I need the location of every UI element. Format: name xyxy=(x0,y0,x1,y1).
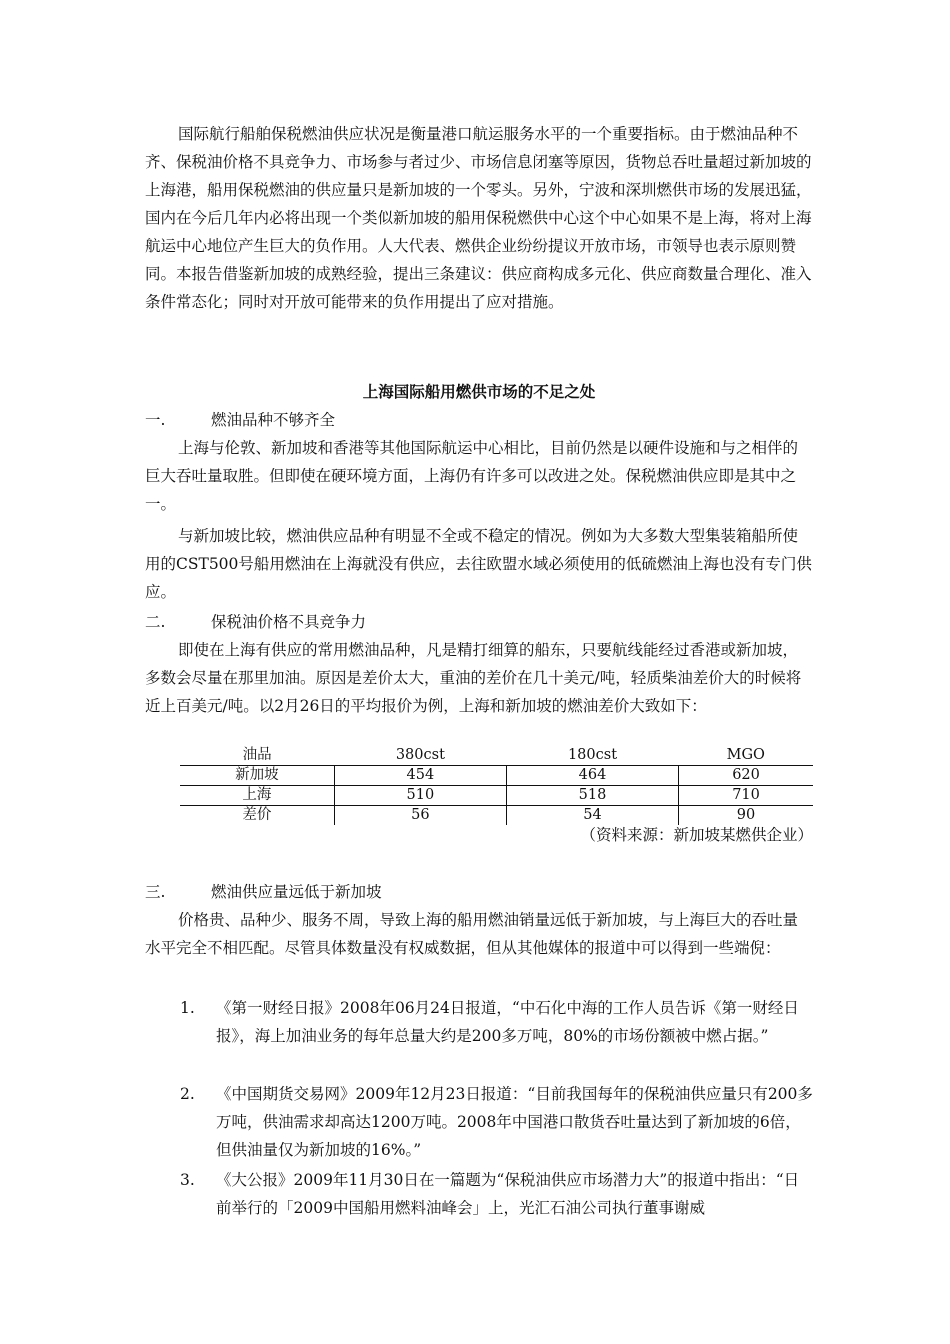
table-header: MGO xyxy=(679,746,813,766)
section-heading-text: 燃油品种不够齐全 xyxy=(211,411,336,429)
table-row xyxy=(180,766,813,786)
table-header: 180cst xyxy=(506,746,678,766)
section-heading-text: 燃油供应量远低于新加坡 xyxy=(211,883,382,901)
list-number: 2. xyxy=(180,1085,195,1103)
table-cell: 差价 xyxy=(180,806,334,826)
section-2-paragraph-1: 即使在上海有供应的常用燃油品种，凡是精打细算的船东，只要航线能经过香港或新加坡，多数会尽量在那里加油。原因是差价太大，重油的差价在几十美元/吨，轻质柴油差价大的时候将近上百美元/吨。以2月26日的平均报价为例，上海和新加坡的燃油差价大致如下： xyxy=(145,641,802,715)
list-text: 《第一财经日报》2008年06月24日报道，“中石化中海的工作人员告诉《第一财经日报》，海上加油业务的每年总量大约是200多万吨，80%的市场份额被中燃占据。” xyxy=(216,999,799,1045)
section-number: 二. xyxy=(145,613,166,631)
list-item xyxy=(180,1166,813,1222)
table-cell: 上海 xyxy=(180,786,334,806)
list-text: 《中国期货交易网》2009年12月23日报道：“目前我国每年的保税油供应量只有200多万吨，供油需求却高达1200万吨。2008年中国港口散货吞吐量达到了新加坡的6倍，但供油量仅为新加坡的16%。” xyxy=(216,1085,813,1159)
section-3-paragraph-1: 价格贵、品种少、服务不周，导致上海的船用燃油销量远低于新加坡，与上海巨大的吞吐量水平完全不相匹配。尽管具体数量没有权威数据，但从其他媒体的报道中可以得到一些端倪： xyxy=(145,911,799,957)
section-number: 三. xyxy=(145,883,166,901)
list-item xyxy=(180,1080,813,1164)
table-header: 油品 xyxy=(180,746,334,766)
section-heading-1 xyxy=(145,406,335,434)
price-table xyxy=(180,746,813,825)
table-cell: 454 xyxy=(334,766,506,786)
table-cell: 620 xyxy=(679,766,813,786)
table-cell: 710 xyxy=(679,786,813,806)
intro-paragraph: 国际航行船舶保税燃油供应状况是衡量港口航运服务水平的一个重要指标。由于燃油品种不齐、保税油价格不具竞争力、市场参与者过少、市场信息闭塞等原因，货物总吞吐量超过新加坡的上海港，船用保税燃油的供应量只是新加坡的一个零头。另外，宁波和深圳燃供市场的发展迅猛，国内在今后几年内必将出现一个类似新加坡的船用保税燃供中心这个中心如果不是上海，将对上海航运中心地位产生巨大的负作用。人大代表、燃供企业纷纷提议开放市场，市领导也表示原则赞同。本报告借鉴新加坡的成熟经验，提出三条建议：供应商构成多元化、供应商数量合理化、准入条件常态化；同时对开放可能带来的负作用提出了应对措施。 xyxy=(145,125,812,311)
table-cell: 464 xyxy=(506,766,678,786)
section-1-paragraph-2: 与新加坡比较，燃油供应品种有明显不全或不稳定的情况。例如为大多数大型集装箱船所使用的CST500号船用燃油在上海就没有供应，去往欧盟水域必须使用的低硫燃油上海也没有专门供应。 xyxy=(145,527,812,601)
section-heading-2 xyxy=(145,608,366,636)
table-header: 380cst xyxy=(334,746,506,766)
section-title: 上海国际船用燃供市场的不足之处 xyxy=(362,383,596,401)
list-text: 《大公报》2009年11月30日在一篇题为“保税油供应市场潜力大”的报道中指出：“日前举行的「2009中国船用燃料油峰会」上，光汇石油公司执行董事谢威 xyxy=(216,1171,800,1217)
section-number: 一. xyxy=(145,411,166,429)
table-cell: 新加坡 xyxy=(180,766,334,786)
section-heading-3 xyxy=(145,878,382,906)
table-source-note: （资料来源：新加坡某燃供企业） xyxy=(580,826,813,844)
list-item xyxy=(180,994,813,1050)
table-row xyxy=(180,786,813,806)
section-heading-text: 保税油价格不具竞争力 xyxy=(211,613,367,631)
list-number: 1. xyxy=(180,999,195,1017)
table-cell: 90 xyxy=(736,807,756,823)
table-cell: 54 xyxy=(506,806,678,826)
table-cell: 56 xyxy=(334,806,506,826)
section-1-paragraph-1: 上海与伦敦、新加坡和香港等其他国际航运中心相比，目前仍然是以硬件设施和与之相伴的巨大吞吐量取胜。但即使在硬环境方面，上海仍有许多可以改进之处。保税燃油供应即是其中之一。 xyxy=(145,439,799,513)
table-cell: 510 xyxy=(334,786,506,806)
list-number: 3. xyxy=(180,1171,195,1189)
table-cell: 518 xyxy=(506,786,678,806)
